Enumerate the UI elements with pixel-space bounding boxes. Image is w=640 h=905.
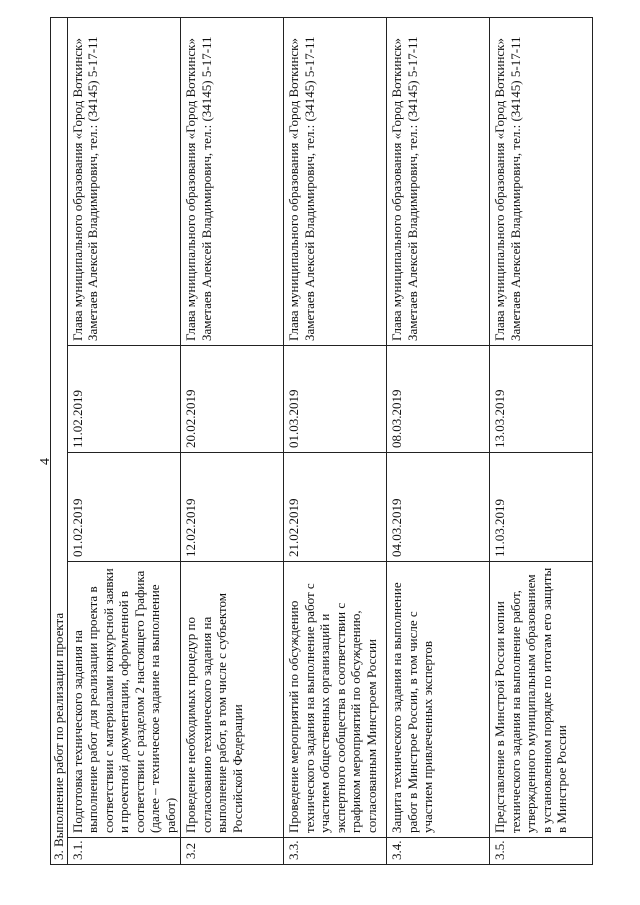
task-description: Проведение необходимых процедур по согласованию технического задания на выполнение работ, в том числе с субъектом Российской Федерации (181, 562, 284, 838)
responsible-person: Глава муниципального образования «Город Воткинск» Заметаев Алексей Владимирович, тел.: (34145) 5-17-11 (490, 17, 593, 345)
task-description: Защита технического задания на выполнение работ в Минстрое России, в том числе с участием привлеченных экспертов (387, 562, 490, 838)
table-row (387, 17, 490, 864)
section-title: 3. Выполнение работ по реализации проекта (51, 17, 68, 864)
row-number: 3.4. (387, 838, 490, 865)
table-row (181, 17, 284, 864)
start-date: 12.02.2019 (181, 453, 284, 562)
responsible-person: Глава муниципального образования «Город Воткинск» Заметаев Алексей Владимирович, тел.: (34145) 5-17-11 (181, 17, 284, 345)
row-number: 3.5. (490, 838, 593, 865)
end-date: 11.02.2019 (67, 346, 181, 453)
task-description: Проведение мероприятий по обсуждению технического задания на выполнение работ с участием общественных организаций и экспертного сообщества в соответствии с графиком мероприятий по обсуждению, согласованным Минстроем России (284, 562, 387, 838)
page-number: 4 (38, 458, 53, 465)
start-date: 21.02.2019 (284, 453, 387, 562)
row-number: 3.1. (67, 838, 181, 865)
end-date: 20.02.2019 (181, 346, 284, 453)
start-date: 11.03.2019 (490, 453, 593, 562)
row-number: 3.3. (284, 838, 387, 865)
start-date: 01.02.2019 (67, 453, 181, 562)
table-row (490, 17, 593, 864)
responsible-person: Глава муниципального образования «Город Воткинск» Заметаев Алексей Владимирович, тел.: (34145) 5-17-11 (284, 17, 387, 345)
end-date: 01.03.2019 (284, 346, 387, 453)
responsible-person: Глава муниципального образования «Город Воткинск» Заметаев Алексей Владимирович, тел.: (34145) 5-17-11 (387, 17, 490, 345)
table-row (284, 17, 387, 864)
start-date: 04.03.2019 (387, 453, 490, 562)
row-number: 3.2 (181, 838, 284, 865)
work-schedule-table (50, 17, 593, 865)
task-description: Подготовка технического задания на выполнение работ для реализации проекта в соответствии с материалами конкурсной заявки и проектной документации, оформленной в соответствии с разделом 2 настоящего Графика (далее – техническое задание на выполнение работ) (67, 562, 181, 838)
end-date: 08.03.2019 (387, 346, 490, 453)
section-header-row (51, 17, 68, 864)
task-description: Представление в Минстрой России копии технического задания на выполнение работ, утвержденного муниципальным образованием в установленном порядке по итогам его защиты в Минстрое России (490, 562, 593, 838)
table-row (67, 17, 181, 864)
end-date: 13.03.2019 (490, 346, 593, 453)
responsible-person: Глава муниципального образования «Город Воткинск» Заметаев Алексей Владимирович, тел.: (34145) 5-17-11 (67, 17, 181, 345)
